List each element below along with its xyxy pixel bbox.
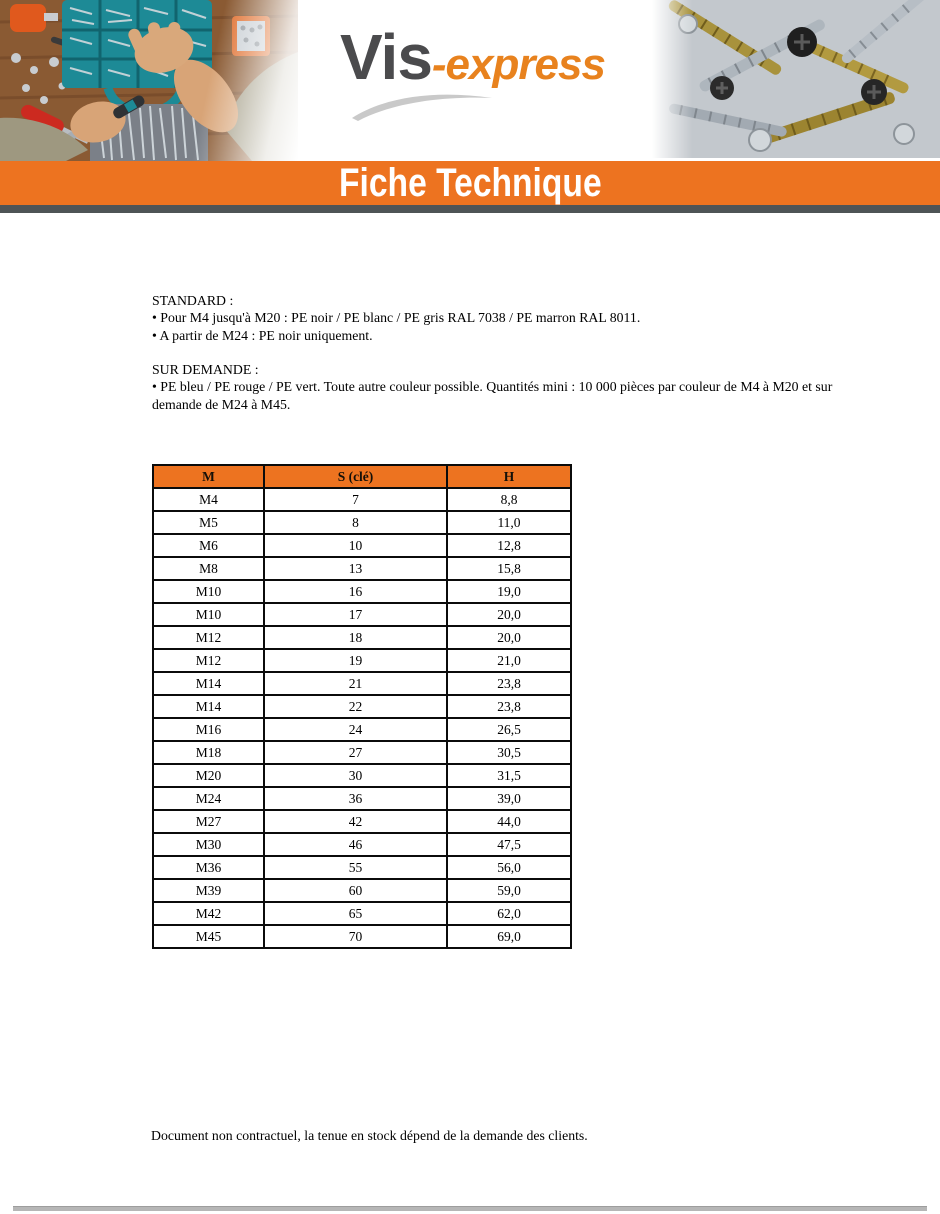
photo-fade [0, 0, 298, 161]
table-row [153, 787, 571, 810]
table-cell-m: M30 [153, 833, 264, 856]
workbench-photo [0, 0, 298, 161]
table-cell-s: 17 [264, 603, 447, 626]
table-cell-s: 42 [264, 810, 447, 833]
table-cell-s: 70 [264, 925, 447, 948]
standard-bullet-1: • Pour M4 jusqu'à M20 : PE noir / PE blanc / PE gris RAL 7038 / PE marron RAL 8011. [152, 310, 641, 326]
table-row [153, 810, 571, 833]
table-cell-s: 60 [264, 879, 447, 902]
table-header-row [153, 465, 571, 488]
table-cell-m: M5 [153, 511, 264, 534]
column-header-h: H [447, 465, 571, 488]
table-row [153, 902, 571, 925]
table-cell-s: 8 [264, 511, 447, 534]
standard-bullet-2: • A partir de M24 : PE noir uniquement. [152, 327, 373, 343]
screws-pile-photo [652, 0, 940, 158]
table-cell-m: M16 [153, 718, 264, 741]
logo-swoosh [346, 90, 496, 122]
table-cell-s: 55 [264, 856, 447, 879]
table-cell-s: 18 [264, 626, 447, 649]
table-row [153, 511, 571, 534]
table-row [153, 672, 571, 695]
table-cell-h: 44,0 [447, 810, 571, 833]
table-cell-s: 36 [264, 787, 447, 810]
table-cell-h: 47,5 [447, 833, 571, 856]
table-cell-m: M8 [153, 557, 264, 580]
dimensions-table [152, 464, 572, 949]
table-cell-h: 8,8 [447, 488, 571, 511]
table-cell-h: 56,0 [447, 856, 571, 879]
table-row [153, 626, 571, 649]
logo-text-vis: Vis [340, 21, 432, 93]
table-cell-h: 69,0 [447, 925, 571, 948]
table-cell-m: M24 [153, 787, 264, 810]
page-title: Fiche Technique [338, 160, 602, 205]
table-cell-h: 20,0 [447, 603, 571, 626]
table-row [153, 718, 571, 741]
section-standard-title: STANDARD : [152, 293, 234, 308]
table-cell-h: 11,0 [447, 511, 571, 534]
table-cell-h: 20,0 [447, 626, 571, 649]
table-cell-h: 26,5 [447, 718, 571, 741]
table-cell-s: 46 [264, 833, 447, 856]
table-cell-h: 23,8 [447, 695, 571, 718]
sur-demande-bullet-1: • PE bleu / PE rouge / PE vert. Toute autre couleur possible. Quantités mini : 10 000 pièces par couleur de M4 à M20 et sur demande de M24 à M45. [152, 379, 833, 412]
table-cell-m: M14 [153, 672, 264, 695]
table-cell-h: 15,8 [447, 557, 571, 580]
banner-divider [0, 205, 940, 213]
table-cell-h: 59,0 [447, 879, 571, 902]
table-row [153, 695, 571, 718]
table-cell-s: 13 [264, 557, 447, 580]
logo-text-express: -express [431, 40, 605, 89]
table-cell-m: M20 [153, 764, 264, 787]
section-sur-demande [152, 361, 864, 413]
table-cell-s: 65 [264, 902, 447, 925]
table-cell-m: M12 [153, 649, 264, 672]
table-cell-h: 30,5 [447, 741, 571, 764]
column-header-s-cle: S (clé) [264, 465, 447, 488]
table-cell-s: 21 [264, 672, 447, 695]
footer-note: Document non contractuel, la tenue en stock dépend de la demande des clients. [151, 1128, 588, 1143]
table-row [153, 764, 571, 787]
table-cell-m: M36 [153, 856, 264, 879]
table-row [153, 741, 571, 764]
table-cell-m: M27 [153, 810, 264, 833]
table-cell-s: 19 [264, 649, 447, 672]
table-cell-m: M4 [153, 488, 264, 511]
table-cell-s: 24 [264, 718, 447, 741]
table-cell-h: 12,8 [447, 534, 571, 557]
table-row [153, 649, 571, 672]
table-cell-m: M6 [153, 534, 264, 557]
table-cell-s: 16 [264, 580, 447, 603]
table-row [153, 557, 571, 580]
table-cell-m: M10 [153, 603, 264, 626]
table-row [153, 603, 571, 626]
table-cell-m: M42 [153, 902, 264, 925]
table-cell-h: 19,0 [447, 580, 571, 603]
table-cell-s: 30 [264, 764, 447, 787]
table-cell-s: 27 [264, 741, 447, 764]
table-cell-s: 10 [264, 534, 447, 557]
table-cell-s: 7 [264, 488, 447, 511]
column-header-m: M [153, 465, 264, 488]
table-cell-h: 62,0 [447, 902, 571, 925]
table-row [153, 879, 571, 902]
photo-fade [652, 0, 940, 158]
table-cell-m: M14 [153, 695, 264, 718]
table-cell-m: M18 [153, 741, 264, 764]
table-cell-h: 39,0 [447, 787, 571, 810]
vis-express-logo [340, 20, 605, 122]
table-cell-m: M45 [153, 925, 264, 948]
table-cell-m: M39 [153, 879, 264, 902]
page-bottom-rule [13, 1206, 927, 1211]
table-cell-h: 21,0 [447, 649, 571, 672]
table-row [153, 856, 571, 879]
table-row [153, 925, 571, 948]
title-banner [0, 161, 940, 205]
table-cell-h: 31,5 [447, 764, 571, 787]
section-sur-demande-title: SUR DEMANDE : [152, 362, 259, 377]
table-cell-s: 22 [264, 695, 447, 718]
table-cell-m: M12 [153, 626, 264, 649]
table-row [153, 534, 571, 557]
table-cell-m: M10 [153, 580, 264, 603]
table-row [153, 580, 571, 603]
table-row [153, 488, 571, 511]
section-standard [152, 292, 864, 344]
table-row [153, 833, 571, 856]
table-cell-h: 23,8 [447, 672, 571, 695]
